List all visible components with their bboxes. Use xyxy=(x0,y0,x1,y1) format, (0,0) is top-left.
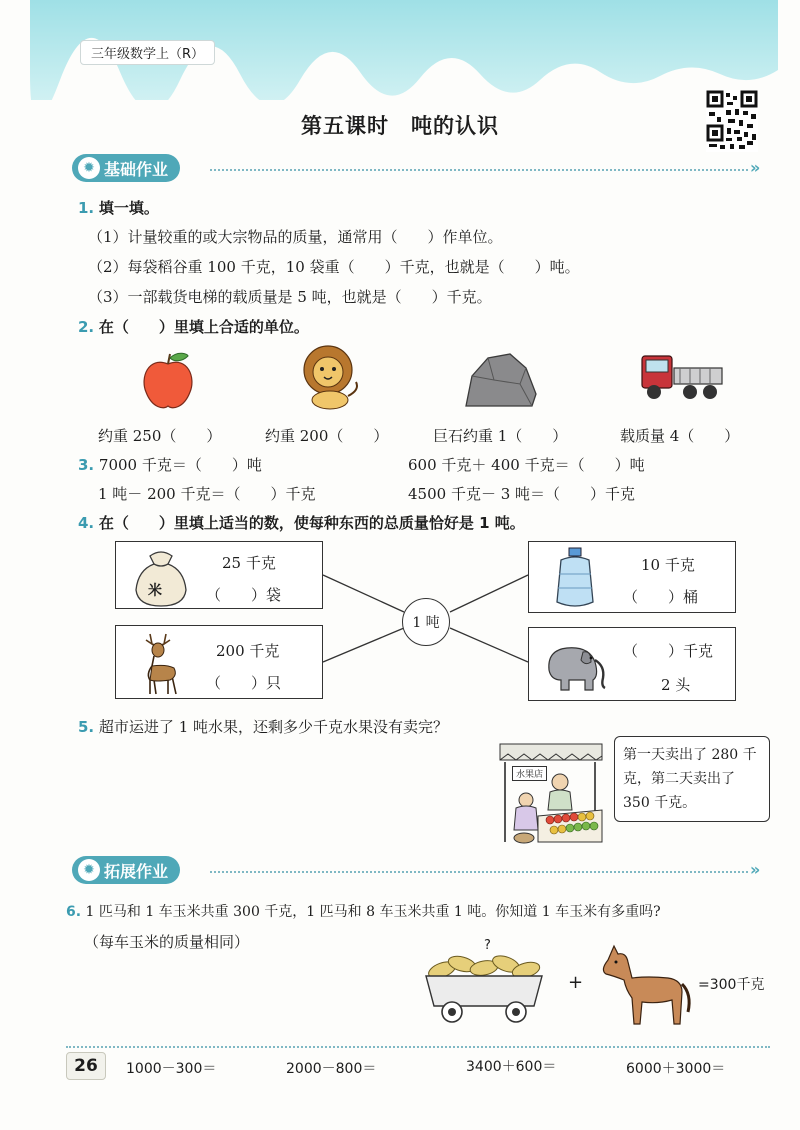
q3-number: 3. xyxy=(78,456,95,474)
rice-blank: （ ）袋 xyxy=(206,586,282,604)
speech-line-2: 克，第二天卖出了 xyxy=(623,771,735,787)
double-chevron-icon: » xyxy=(750,860,761,879)
q6-title-row xyxy=(66,901,661,921)
water-box xyxy=(528,541,736,613)
deer-box xyxy=(115,625,323,699)
lesson-title: 第五课时 吨的认识 xyxy=(301,114,499,138)
q6-note: （每车玉米的质量相同） xyxy=(84,933,250,951)
fruit-shop-illustration xyxy=(498,738,606,846)
footer-exercise-1: 1000－300＝ xyxy=(126,1061,217,1077)
water-weight: 10 千克 xyxy=(641,556,695,574)
q2-number: 2. xyxy=(78,318,95,336)
lightbulb-icon: ✹ xyxy=(78,157,100,179)
water-blank: （ ）桶 xyxy=(623,588,699,606)
q2-caption-apple: 约重 250（ ） xyxy=(98,427,222,445)
water-bucket-icon xyxy=(553,546,597,610)
q6-title: 1 匹马和 1 车玉米共重 300 千克，1 匹马和 8 车玉米共重 1 吨。你知道 1 车玉米有多重吗? xyxy=(85,904,661,920)
speech-bubble xyxy=(614,736,770,822)
shop-sign: 水果店 xyxy=(512,766,547,781)
rice-box xyxy=(115,541,323,609)
q1-title: 填一填。 xyxy=(98,199,159,217)
q2-title: 在（ ）里填上合适的单位。 xyxy=(98,318,309,336)
q3-expr-4: 4500 千克－ 3 吨＝（ ）千克 xyxy=(408,485,636,503)
book-label: 三年级数学上（R） xyxy=(80,40,215,65)
plus-sign: + xyxy=(568,972,584,993)
section-badge-extend xyxy=(72,856,180,884)
speech-line-3: 350 千克。 xyxy=(623,795,697,811)
elephant-blank: （ ）千克 xyxy=(623,642,714,660)
corn-cart-illustration xyxy=(422,950,546,1026)
footer-divider xyxy=(66,1046,770,1048)
footer-exercise-3: 3400＋600＝ xyxy=(466,1059,557,1075)
page-number: 26 xyxy=(66,1052,106,1080)
rice-weight: 25 千克 xyxy=(222,554,276,572)
section-divider xyxy=(210,871,748,873)
deer-icon xyxy=(136,630,186,696)
fruit-shop-scene xyxy=(498,738,606,846)
q4-number: 4. xyxy=(78,514,95,532)
section-title-extend: 拓展作业 xyxy=(104,861,169,881)
q4-title: 在（ ）里填上适当的数，使每种东西的总质量恰好是 1 吨。 xyxy=(98,514,525,532)
q1-item-2: （2）每袋稻谷重 100 千克，10 袋重（ ）千克，也就是（ ）吨。 xyxy=(88,258,580,276)
footer-exercise-4: 6000＋3000＝ xyxy=(626,1061,726,1077)
q3-expr-1: 7000 千克＝（ ）吨 xyxy=(98,456,262,474)
q2-caption-truck: 载质量 4（ ） xyxy=(620,427,740,445)
q5-title: 超市运进了 1 吨水果，还剩多少千克水果没有卖完？ xyxy=(98,718,449,736)
elephant-count: 2 头 xyxy=(661,676,691,694)
equals-300kg: =300千克 xyxy=(698,977,765,993)
footer-exercise-2: 2000－800＝ xyxy=(286,1061,377,1077)
elephant-box xyxy=(528,627,736,701)
q1-item-3: （3）一部载货电梯的载质量是 5 吨，也就是（ ）千克。 xyxy=(88,288,492,306)
cart-question-mark: ? xyxy=(484,938,491,953)
q1-number: 1. xyxy=(78,199,95,217)
q5-number: 5. xyxy=(78,718,95,736)
q3-expr-2: 600 千克＋ 400 千克＝（ ）吨 xyxy=(408,456,645,474)
deer-blank: （ ）只 xyxy=(206,674,282,692)
rice-sack-label: 米 xyxy=(148,583,162,599)
lightbulb-icon: ✹ xyxy=(78,859,100,881)
speech-line-1: 第一天卖出了 280 千 xyxy=(623,747,757,763)
q2-caption-boulder: 巨石约重 1（ ） xyxy=(433,427,568,445)
q2-caption-lion: 约重 200（ ） xyxy=(265,427,389,445)
q1-item-1: （1）计量较重的或大宗物品的质量，通常用（ ）作单位。 xyxy=(88,228,503,246)
double-chevron-icon: » xyxy=(750,158,761,177)
q3-expr-3: 1 吨－ 200 千克＝（ ）千克 xyxy=(98,485,316,503)
elephant-icon xyxy=(539,636,609,694)
section-title-basic: 基础作业 xyxy=(104,159,169,179)
center-one-ton: 1 吨 xyxy=(402,598,450,646)
deer-weight: 200 千克 xyxy=(216,642,280,660)
q6-number: 6. xyxy=(66,904,82,920)
q5-title-row xyxy=(78,716,448,737)
horse-illustration xyxy=(598,940,694,1026)
